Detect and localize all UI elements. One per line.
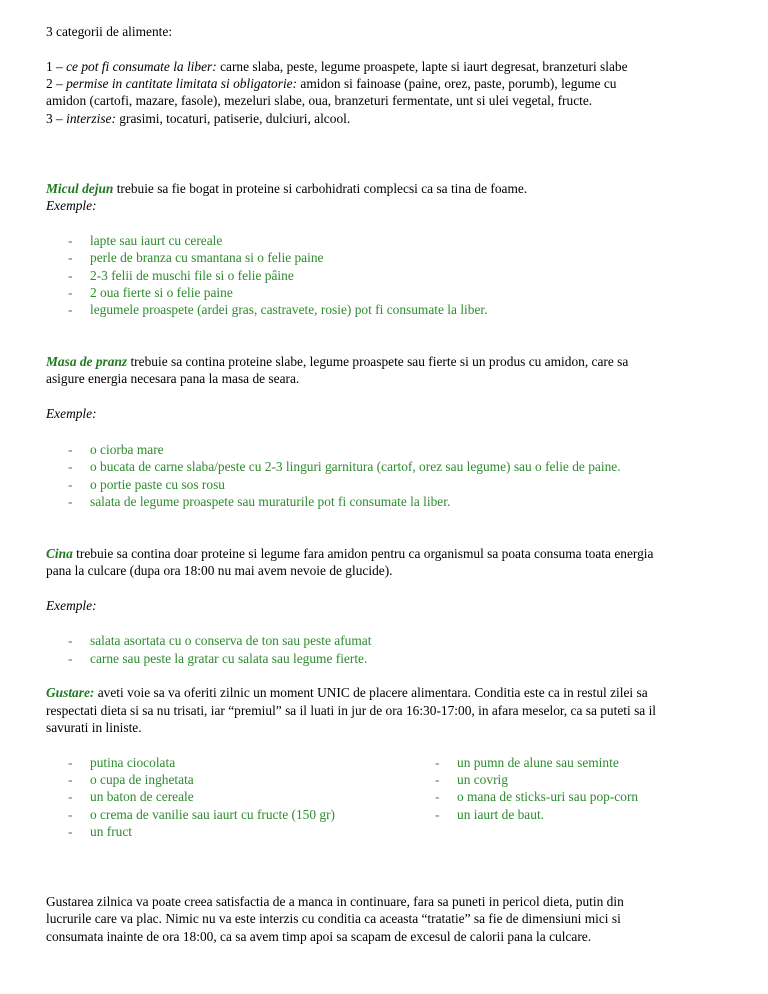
lunch-examples-label: Exemple: [46,406,97,421]
bullet-dash: - [68,268,73,283]
dinner-paragraph-cont: pana la culcare (dupa ora 18:00 nu mai avem nevoie de glucide). [46,563,393,578]
dinner-heading: Cina [46,546,73,561]
bullet-dash: - [68,824,73,839]
lunch-text: trebuie sa contina proteine slabe, legume proaspete sau fierte si un produs cu amidon, care sa [127,354,629,369]
category-2-cont: amidon (cartofi, mazare, fasole), mezeluri slabe, oua, branzeturi fermentate, unt si ulei vegetal, fructe. [46,93,593,108]
category-1-label: ce pot fi consumate la liber: [66,59,217,74]
bullet-dash: - [68,285,73,300]
closing-line-2: lucrurile care va plac. Nimic nu va este interzis cu conditia ca aceasta “tratatie” sa fie de dimensiuni mici si [46,911,621,926]
bullet-dash: - [68,250,73,265]
bullet-dash: - [68,789,73,804]
category-3-label: interzise: [66,111,116,126]
bullet-dash: - [68,633,73,648]
lunch-paragraph-cont: asigure energia necesara pana la masa de seara. [46,371,300,386]
breakfast-paragraph [46,180,527,197]
category-3 [46,110,350,127]
snacks-paragraph-cont-2: savurati in liniste. [46,720,142,735]
bullet-dash: - [435,755,440,770]
lunch-heading: Masa de pranz [46,354,128,369]
dinner-paragraph [46,545,653,562]
breakfast-text: trebuie sa fie bogat in proteine si carbohidrati complecsi ca sa tina de foame. [113,181,528,196]
category-1 [46,58,628,75]
bullet-dash: - [68,442,73,457]
category-3-text: grasimi, tocaturi, patiserie, dulciuri, alcool. [115,111,351,126]
category-1-text: carne slaba, peste, legume proaspete, lapte si iaurt degresat, branzeturi slabe [216,59,628,74]
closing-line-1: Gustarea zilnica va poate creea satisfactia de a manca in continuare, fara sa puneti in pericol dieta, putin din [46,894,624,909]
dinner-text: trebuie sa contina doar proteine si legume fara amidon pentru ca organismul sa poata consuma toata energia [72,546,654,561]
bullet-dash: - [68,477,73,492]
bullet-dash: - [68,772,73,787]
breakfast-examples-label: Exemple: [46,198,97,213]
breakfast-heading: Micul dejun [46,181,114,196]
bullet-dash: - [68,755,73,770]
bullet-dash: - [68,651,73,666]
bullet-dash: - [68,233,73,248]
snacks-paragraph [46,684,648,701]
category-3-num: 3 – [46,111,67,126]
category-2-num: 2 – [46,76,67,91]
snacks-heading: Gustare: [46,685,95,700]
bullet-dash: - [68,302,73,317]
bullet-dash: - [68,459,73,474]
snacks-text: aveti voie sa va oferiti zilnic un moment UNIC de placere alimentara. Conditia este ca in restul zilei sa [94,685,648,700]
bullet-dash: - [435,789,440,804]
closing-line-3: consumata inainte de ora 18:00, ca sa avem timp apoi sa scapam de excesul de calorii pana la culcare. [46,929,592,944]
category-2 [46,75,617,92]
bullet-dash: - [435,807,440,822]
bullet-dash: - [68,807,73,822]
category-2-label: permise in cantitate limitata si obligatorie: [66,76,298,91]
lunch-paragraph [46,353,628,370]
dinner-examples-label: Exemple: [46,598,97,613]
category-1-num: 1 – [46,59,67,74]
bullet-dash: - [68,494,73,509]
snacks-paragraph-cont-1: respectati dieta si sa nu trisati, iar “premiul” sa il luati in jur de ora 16:30-17:00, in afara meselor, ca sa puteti sa il [46,703,657,718]
bullet-dash: - [435,772,440,787]
category-2-text: amidon si fainoase (paine, orez, paste, porumb), legume cu [297,76,617,91]
intro-title: 3 categorii de alimente: [46,24,173,39]
